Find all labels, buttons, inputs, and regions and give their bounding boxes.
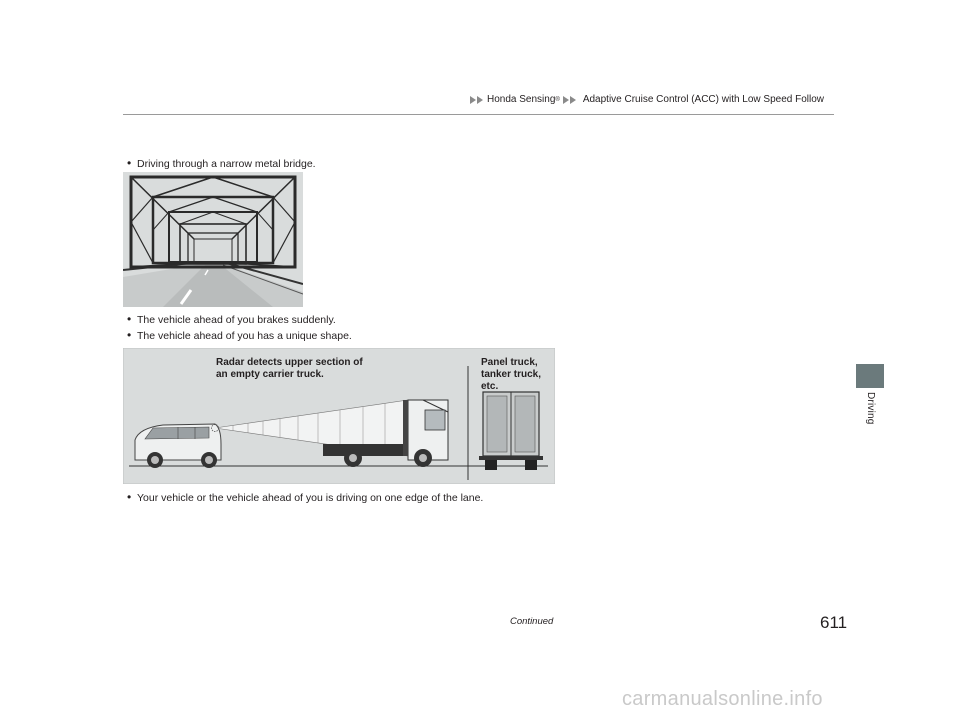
page-number: 611	[820, 613, 848, 632]
bullet-item: • Your vehicle or the vehicle ahead of you is driving on one edge of the lane.	[127, 490, 483, 504]
bullet-item: • Driving through a narrow metal bridge.	[127, 156, 316, 170]
bullet-item: • The vehicle ahead of you has a unique shape.	[127, 328, 352, 342]
arrow-icon	[563, 96, 569, 104]
bridge-illustration	[123, 172, 303, 307]
radar-caption-left: Radar detects upper section of an empty carrier truck.	[216, 357, 363, 380]
arrow-icon	[477, 96, 483, 104]
arrow-icon	[570, 96, 576, 104]
header-rule	[123, 114, 834, 115]
bullet-item: • The vehicle ahead of you brakes suddenly.	[127, 312, 336, 326]
registered-mark: ®	[555, 96, 560, 103]
side-tab-block	[856, 364, 884, 388]
breadcrumb	[470, 94, 824, 105]
continued-label: Continued	[510, 616, 554, 627]
watermark-text: carmanualsonline.info	[622, 688, 823, 710]
panel-truck-icon	[479, 392, 543, 470]
side-tab-label: Driving	[865, 392, 876, 425]
radar-caption-right: Panel truck, tanker truck, etc.	[481, 357, 542, 392]
arrow-icon	[470, 96, 476, 104]
breadcrumb-subsection: Adaptive Cruise Control (ACC) with Low Speed Follow	[582, 94, 825, 105]
breadcrumb-section: Honda Sensing	[487, 94, 556, 105]
